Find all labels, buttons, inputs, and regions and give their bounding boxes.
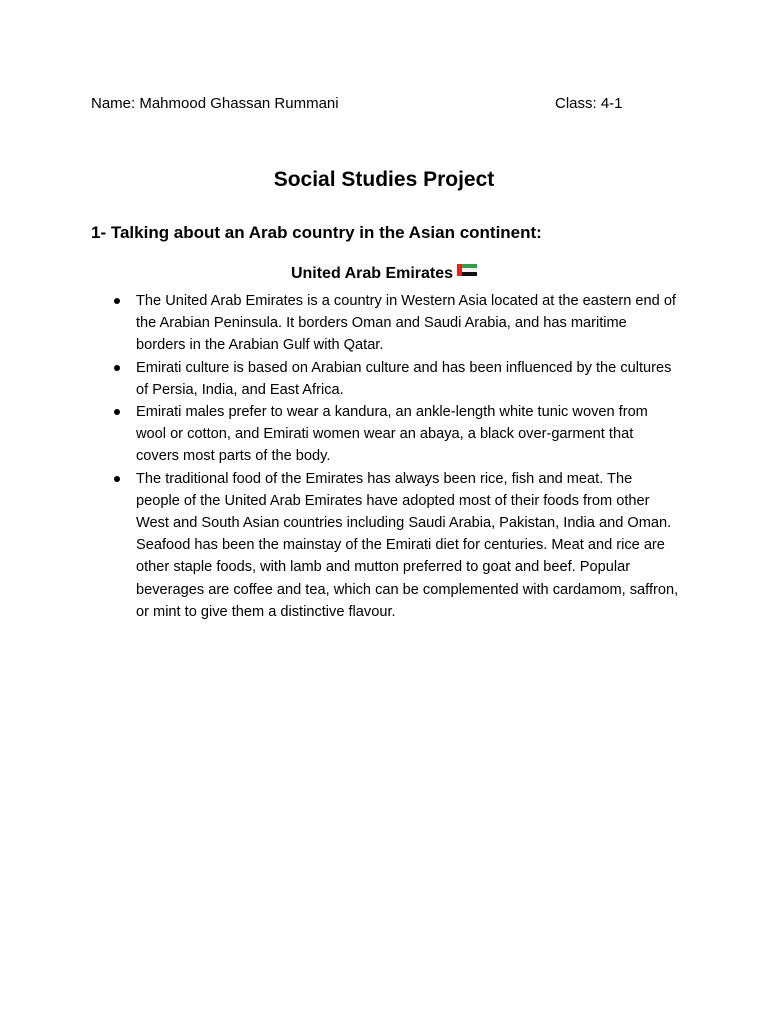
bullet-text: The traditional food of the Emirates has always been rice, fish and meat. The people of the United Arab Emirates have adopted most of their foods from other West and South Asian countries including Saudi Arabia, Pakistan, India and Oman. Seafood has been the mainstay of the Emirati diet for centuries. Meat and rice are other staple foods, with lamb and mutton preferred to goat and beef. Popular beverages are coffee and tea, which can be complemented with cardamom, saffron, or mint to give them a distinctive flavour.	[136, 470, 679, 620]
section-heading: 1- Talking about an Arab country in the Asian continent:	[91, 223, 542, 242]
bullet-text: Emirati males prefer to wear a kandura, an ankle-length white tunic woven from wool or cotton, and Emirati women wear an abaya, a black over-garment that covers most parts of the body.	[136, 404, 648, 465]
bullet-icon	[114, 365, 120, 371]
student-class: Class: 4-1	[555, 95, 623, 112]
bullet-list	[110, 290, 680, 623]
bullet-icon	[114, 298, 120, 304]
list-item	[110, 357, 680, 401]
list-item	[110, 401, 680, 468]
bullet-text: Emirati culture is based on Arabian culture and has been influenced by the cultures of Persia, India, and East Africa.	[136, 359, 672, 398]
country-heading	[0, 262, 768, 286]
student-name: Name: Mahmood Ghassan Rummani	[91, 95, 339, 112]
list-item	[110, 290, 680, 357]
uae-flag-icon	[457, 264, 477, 276]
bullet-icon	[114, 409, 120, 415]
header-row	[91, 93, 631, 115]
bullet-text: The United Arab Emirates is a country in Western Asia located at the eastern end of the Arabian Peninsula. It borders Oman and Saudi Arabia, and has maritime borders in the Arabian Gulf with Qatar.	[136, 293, 676, 354]
bullet-icon	[114, 476, 120, 482]
page-title: Social Studies Project	[273, 168, 495, 191]
country-name: United Arab Emirates	[290, 265, 454, 282]
list-item	[110, 468, 680, 623]
